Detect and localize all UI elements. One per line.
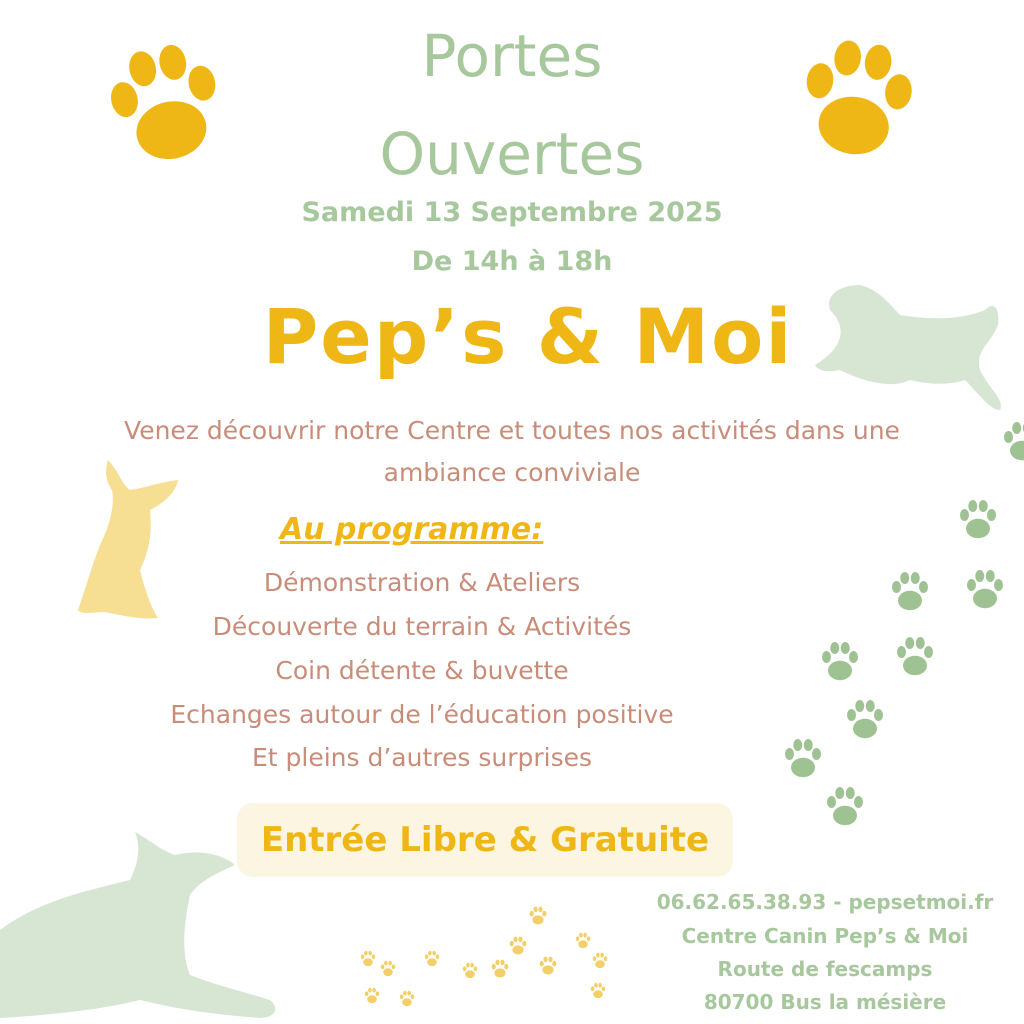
program-item: Echanges autour de l’éducation positive (170, 700, 674, 729)
program-item: Et pleins d’autres surprises (251, 743, 593, 772)
small-paws-icon (361, 907, 607, 1007)
event-hours: De 14h à 18h (411, 246, 613, 277)
contact-name: Centre Canin Pep’s & Moi (681, 924, 969, 948)
program-item: Démonstration & Ateliers (263, 568, 581, 597)
program-item: Coin détente & buvette (275, 656, 569, 685)
entry-badge-text: Entrée Libre & Gratuite (260, 820, 710, 860)
contact-city: 80700 Bus la mésière (703, 990, 947, 1014)
lying-dog-silhouette (0, 832, 275, 1018)
intro-line-1: Venez découvrir notre Centre et toutes nos activités dans une (124, 416, 900, 445)
program-item: Découverte du terrain & Activités (212, 612, 632, 641)
contact-street: Route de fescamps (717, 957, 933, 981)
contact-phone-web: 06.62.65.38.93 - pepsetmoi.fr (656, 890, 994, 914)
brand-name: Pep’s & Moi (262, 292, 794, 381)
intro-line-2: ambiance conviviale (383, 458, 641, 487)
entry-badge (237, 803, 733, 877)
event-date: Samedi 13 Septembre 2025 (301, 197, 723, 228)
title-line-2: Ouvertes (379, 120, 645, 188)
title-line-1: Portes (421, 22, 603, 90)
program-heading: Au programme: (280, 512, 544, 547)
